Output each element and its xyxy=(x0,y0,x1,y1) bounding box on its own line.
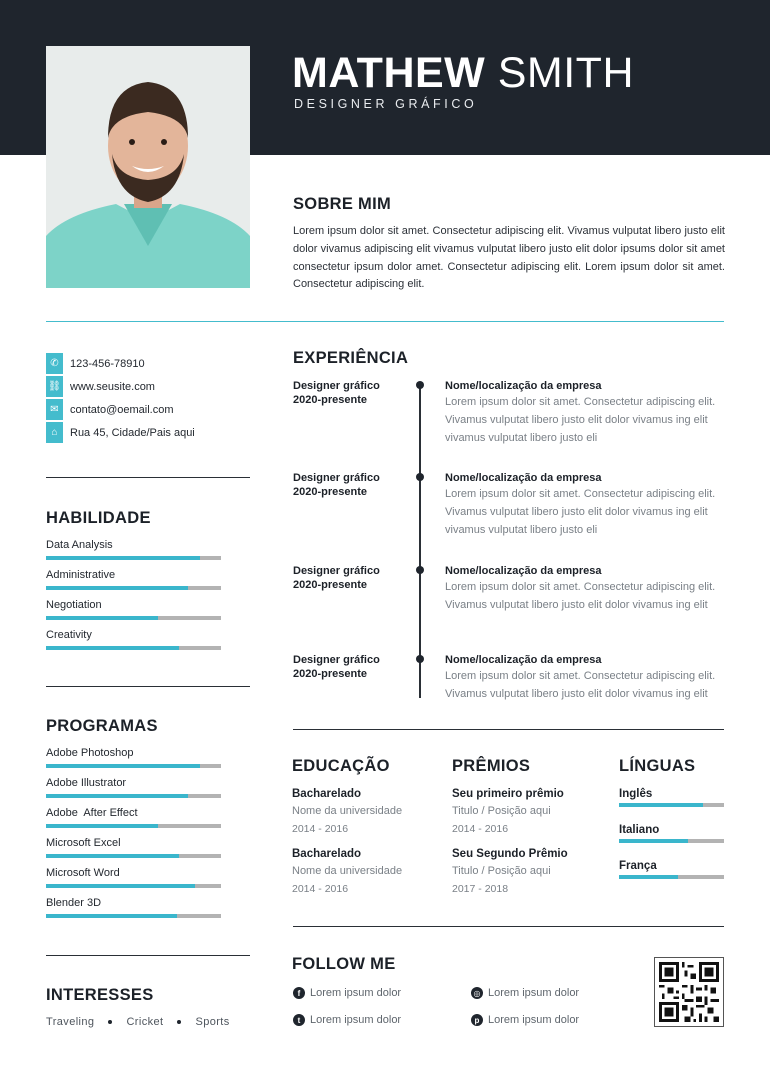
program-label: Adobe Illustrator xyxy=(46,777,127,789)
program-bar-fill xyxy=(46,884,195,888)
experience-details xyxy=(445,471,725,539)
experience-role-block xyxy=(293,564,380,592)
first-name: MATHEW xyxy=(292,49,486,97)
education-item xyxy=(292,786,442,838)
social-instagram[interactable] xyxy=(471,987,579,999)
social-text[interactable]: Lorem ipsum dolor xyxy=(488,1014,580,1026)
skill-bar xyxy=(46,586,221,590)
skill-bar-fill xyxy=(46,556,200,560)
follow-title: FOLLOW ME xyxy=(292,955,396,973)
education-school: Nome da universidade xyxy=(292,805,403,817)
experience-period: 2020-presente xyxy=(293,668,367,680)
skill-bar-fill xyxy=(46,616,158,620)
programs-title: PROGRAMAS xyxy=(46,717,158,735)
divider xyxy=(46,955,250,956)
qr-code-icon[interactable] xyxy=(654,957,724,1027)
skill-label: Administrative xyxy=(46,569,116,581)
education-years: 2014 - 2016 xyxy=(292,823,349,835)
social-twitter[interactable] xyxy=(293,1014,401,1026)
program-bar xyxy=(46,884,221,888)
interests-title: INTERESSES xyxy=(46,986,154,1004)
experience-period: 2020-presente xyxy=(293,486,367,498)
program-label: Microsoft Word xyxy=(46,867,120,879)
social-facebook[interactable] xyxy=(293,987,401,999)
pinterest-icon: p xyxy=(471,1014,483,1026)
program-bar-fill xyxy=(46,794,188,798)
accent-divider xyxy=(46,321,724,322)
program-bar xyxy=(46,854,221,858)
award-name: Seu Segundo Prêmio xyxy=(452,848,568,860)
social-pinterest[interactable] xyxy=(471,1014,579,1026)
skill-item xyxy=(46,628,221,658)
skill-item xyxy=(46,568,221,598)
program-bar-fill xyxy=(46,914,177,918)
experience-title: EXPERIÊNCIA xyxy=(293,349,409,367)
experience-role-block xyxy=(293,653,380,681)
contact-website[interactable] xyxy=(46,375,256,398)
social-text[interactable]: Lorem ipsum dolor xyxy=(310,1014,402,1026)
language-label: França xyxy=(619,860,657,872)
award-position: Titulo / Posição aqui xyxy=(452,865,551,877)
program-item xyxy=(46,866,221,896)
experience-desc: Lorem ipsum dolor sit amet. Consectetur adipiscing elit. Vivamus vulputat libero justo elit dolor vivamus ing elit xyxy=(445,581,716,611)
program-bar xyxy=(46,794,221,798)
language-label: Inglês xyxy=(619,788,653,800)
program-bar-fill xyxy=(46,764,200,768)
timeline-line xyxy=(419,384,421,698)
experience-desc: Lorem ipsum dolor sit amet. Consectetur adipiscing elit. Vivamus vulputat libero justo elit dolor vivamus ing elit vivamus vulputat libero justo eli xyxy=(445,488,716,536)
programs-list xyxy=(46,746,221,926)
language-bar xyxy=(619,875,724,879)
skills-title: HABILIDADE xyxy=(46,509,151,527)
experience-role: Designer gráfico xyxy=(293,380,380,392)
divider xyxy=(293,729,724,730)
skill-bar-fill xyxy=(46,586,188,590)
experience-role-block xyxy=(293,379,380,407)
experience-desc: Lorem ipsum dolor sit amet. Consectetur adipiscing elit. Vivamus vulputat libero justo elit dolor vivamus ing elit xyxy=(445,670,716,700)
program-item xyxy=(46,896,221,926)
experience-role: Designer gráfico xyxy=(293,565,380,577)
contact-text: 123-456-78910 xyxy=(70,357,145,370)
timeline-dot-icon xyxy=(416,473,424,481)
skill-item xyxy=(46,538,221,568)
skill-bar xyxy=(46,646,221,650)
education-school: Nome da universidade xyxy=(292,865,403,877)
award-item xyxy=(452,846,612,898)
experience-period: 2020-presente xyxy=(293,394,367,406)
experience-role: Designer gráfico xyxy=(293,654,380,666)
program-bar xyxy=(46,764,221,768)
skill-label: Data Analysis xyxy=(46,539,113,551)
program-item xyxy=(46,836,221,866)
about-text: Lorem ipsum dolor sit amet. Consectetur adipiscing elit. Vivamus vulputat libero justo elit dolor vivamus adipiscing elit vivamus vulputat libero justo elit dolor ipsums dolor sit amet consectetur ipsum dolor amet. Consectetur adipiscing elit. Lorem ipsum dolor sit amet. Consectetur adipiscing elit. xyxy=(293,225,725,291)
award-name: Seu primeiro prêmio xyxy=(452,788,564,800)
language-bar-fill xyxy=(619,803,703,807)
education-item xyxy=(292,846,442,898)
bullet-icon xyxy=(177,1020,181,1024)
language-bar xyxy=(619,839,724,843)
experience-company: Nome/localização da empresa xyxy=(445,654,602,666)
program-label: Microsoft Excel xyxy=(46,837,121,849)
experience-company: Nome/localização da empresa xyxy=(445,380,602,392)
experience-role-block xyxy=(293,471,380,499)
skills-list xyxy=(46,538,221,658)
contact-text: Rua 45, Cidade/Pais aqui xyxy=(70,426,195,439)
language-item xyxy=(619,858,724,894)
divider xyxy=(46,686,250,687)
interest-item: Cricket xyxy=(126,1016,164,1028)
last-name: SMITH xyxy=(497,49,635,97)
interest-item: Traveling xyxy=(46,1016,95,1028)
experience-company: Nome/localização da empresa xyxy=(445,472,602,484)
awards-section xyxy=(452,757,612,906)
program-label: Adobe After Effect xyxy=(46,807,138,819)
experience-details xyxy=(445,653,725,704)
award-item xyxy=(452,786,612,838)
skill-label: Negotiation xyxy=(46,599,102,611)
education-section xyxy=(292,757,442,906)
program-bar-fill xyxy=(46,854,179,858)
link-icon: ⛓ xyxy=(46,376,63,398)
job-title: DESIGNER GRÁFICO xyxy=(294,97,478,111)
interest-item: Sports xyxy=(195,1016,230,1028)
contact-list xyxy=(46,352,256,444)
experience-period: 2020-presente xyxy=(293,579,367,591)
languages-section xyxy=(619,757,724,894)
skill-bar xyxy=(46,616,221,620)
program-bar xyxy=(46,824,221,828)
program-item xyxy=(46,776,221,806)
program-item xyxy=(46,746,221,776)
program-item xyxy=(46,806,221,836)
program-bar-fill xyxy=(46,824,158,828)
program-label: Blender 3D xyxy=(46,897,102,909)
home-icon: ⌂ xyxy=(46,422,63,444)
education-degree: Bacharelado xyxy=(292,788,362,800)
language-label: Italiano xyxy=(619,824,660,836)
skill-bar-fill xyxy=(46,646,179,650)
experience-details xyxy=(445,564,725,615)
awards-title: PRÊMIOS xyxy=(452,757,531,775)
award-years: 2017 - 2018 xyxy=(452,883,509,895)
languages-title: LÍNGUAS xyxy=(619,757,696,775)
profile-photo xyxy=(46,46,250,288)
skill-item xyxy=(46,598,221,628)
interests-list xyxy=(46,1016,230,1028)
divider xyxy=(293,926,724,927)
contact-text[interactable]: contato@oemail.com xyxy=(70,403,174,416)
award-years: 2014 - 2016 xyxy=(452,823,509,835)
contact-address xyxy=(46,421,256,444)
experience-role: Designer gráfico xyxy=(293,472,380,484)
contact-text[interactable]: www.seusite.com xyxy=(70,380,155,393)
facebook-icon: f xyxy=(293,987,305,999)
education-years: 2014 - 2016 xyxy=(292,883,349,895)
bullet-icon xyxy=(108,1020,112,1024)
candidate-name xyxy=(292,50,634,96)
education-degree: Bacharelado xyxy=(292,848,362,860)
timeline-dot-icon xyxy=(416,655,424,663)
experience-desc: Lorem ipsum dolor sit amet. Consectetur adipiscing elit. Vivamus vulputat libero justo elit dolor vivamus ing elit vivamus vulputat libero justo eli xyxy=(445,396,716,444)
twitter-icon: t xyxy=(293,1014,305,1026)
about-title: SOBRE MIM xyxy=(293,195,392,213)
experience-details xyxy=(445,379,725,447)
contact-phone xyxy=(46,352,256,375)
education-title: EDUCAÇÃO xyxy=(292,757,390,775)
language-item xyxy=(619,822,724,858)
social-text[interactable]: Lorem ipsum dolor xyxy=(488,987,580,999)
timeline-dot-icon xyxy=(416,381,424,389)
program-bar xyxy=(46,914,221,918)
program-label: Adobe Photoshop xyxy=(46,747,134,759)
language-bar xyxy=(619,803,724,807)
language-bar-fill xyxy=(619,839,688,843)
social-text[interactable]: Lorem ipsum dolor xyxy=(310,987,402,999)
contact-email[interactable] xyxy=(46,398,256,421)
skill-label: Creativity xyxy=(46,629,92,641)
award-position: Titulo / Posição aqui xyxy=(452,805,551,817)
experience-company: Nome/localização da empresa xyxy=(445,565,602,577)
phone-icon: ✆ xyxy=(46,353,63,375)
skill-bar xyxy=(46,556,221,560)
instagram-icon: ◎ xyxy=(471,987,483,999)
divider xyxy=(46,477,250,478)
timeline-dot-icon xyxy=(416,566,424,574)
language-bar-fill xyxy=(619,875,678,879)
mail-icon: ✉ xyxy=(46,399,63,421)
language-item xyxy=(619,786,724,822)
